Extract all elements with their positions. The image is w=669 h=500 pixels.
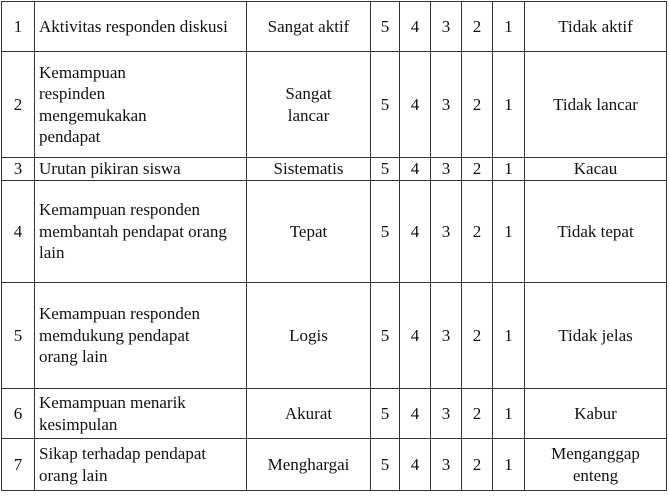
table-row <box>2 283 667 389</box>
negative-descriptor: Kacau <box>525 158 667 181</box>
score-cell: 5 <box>371 389 400 439</box>
score-cell: 4 <box>400 52 431 158</box>
score-cell: 2 <box>462 389 493 439</box>
positive-descriptor: Tepat <box>247 181 371 283</box>
score-cell: 2 <box>462 52 493 158</box>
table-row <box>2 2 667 52</box>
score-cell: 4 <box>400 181 431 283</box>
score-cell: 2 <box>462 158 493 181</box>
score-cell: 1 <box>493 283 525 389</box>
score-cell: 1 <box>493 158 525 181</box>
positive-descriptor: Logis <box>247 283 371 389</box>
score-cell: 5 <box>371 52 400 158</box>
score-cell: 3 <box>431 52 462 158</box>
score-cell: 4 <box>400 158 431 181</box>
positive-descriptor: Sangat aktif <box>247 2 371 52</box>
score-cell: 2 <box>462 181 493 283</box>
score-cell: 3 <box>431 283 462 389</box>
table-row <box>2 389 667 439</box>
row-number: 3 <box>2 158 35 181</box>
row-number: 1 <box>2 2 35 52</box>
negative-descriptor: Tidak jelas <box>525 283 667 389</box>
score-cell: 3 <box>431 439 462 491</box>
table-row <box>2 158 667 181</box>
positive-descriptor: Menghargai <box>247 439 371 491</box>
positive-descriptor: Sistematis <box>247 158 371 181</box>
score-cell: 5 <box>371 2 400 52</box>
row-number: 4 <box>2 181 35 283</box>
score-cell: 1 <box>493 52 525 158</box>
table-row <box>2 181 667 283</box>
row-number: 2 <box>2 52 35 158</box>
score-cell: 3 <box>431 181 462 283</box>
score-cell: 5 <box>371 181 400 283</box>
row-number: 7 <box>2 439 35 491</box>
score-cell: 3 <box>431 158 462 181</box>
aspect-cell: Kemampuan menarik kesimpulan <box>35 389 247 439</box>
score-cell: 5 <box>371 283 400 389</box>
assessment-rubric-table <box>1 1 667 491</box>
negative-descriptor: Kabur <box>525 389 667 439</box>
score-cell: 1 <box>493 389 525 439</box>
aspect-cell: Sikap terhadap pendapat orang lain <box>35 439 247 491</box>
table-row <box>2 439 667 491</box>
positive-descriptor: Akurat <box>247 389 371 439</box>
score-cell: 2 <box>462 2 493 52</box>
table-row <box>2 52 667 158</box>
aspect-cell: Kemampuan responden memdukung pendapat orang lain <box>35 283 247 389</box>
negative-descriptor: Tidak aktif <box>525 2 667 52</box>
aspect-cell: Urutan pikiran siswa <box>35 158 247 181</box>
score-cell: 4 <box>400 389 431 439</box>
negative-descriptor: Tidak lancar <box>525 52 667 158</box>
score-cell: 4 <box>400 283 431 389</box>
score-cell: 3 <box>431 389 462 439</box>
score-cell: 1 <box>493 439 525 491</box>
score-cell: 4 <box>400 439 431 491</box>
negative-descriptor: Menganggap enteng <box>525 439 667 491</box>
score-cell: 2 <box>462 283 493 389</box>
score-cell: 5 <box>371 439 400 491</box>
aspect-cell: Kemampuan responden membantah pendapat orang lain <box>35 181 247 283</box>
row-number: 6 <box>2 389 35 439</box>
aspect-cell: Kemampuan respinden mengemukakan pendapat <box>35 52 247 158</box>
score-cell: 3 <box>431 2 462 52</box>
score-cell: 1 <box>493 181 525 283</box>
score-cell: 5 <box>371 158 400 181</box>
negative-descriptor: Tidak tepat <box>525 181 667 283</box>
score-cell: 1 <box>493 2 525 52</box>
score-cell: 4 <box>400 2 431 52</box>
positive-descriptor: Sangat lancar <box>247 52 371 158</box>
score-cell: 2 <box>462 439 493 491</box>
row-number: 5 <box>2 283 35 389</box>
aspect-cell: Aktivitas responden diskusi <box>35 2 247 52</box>
